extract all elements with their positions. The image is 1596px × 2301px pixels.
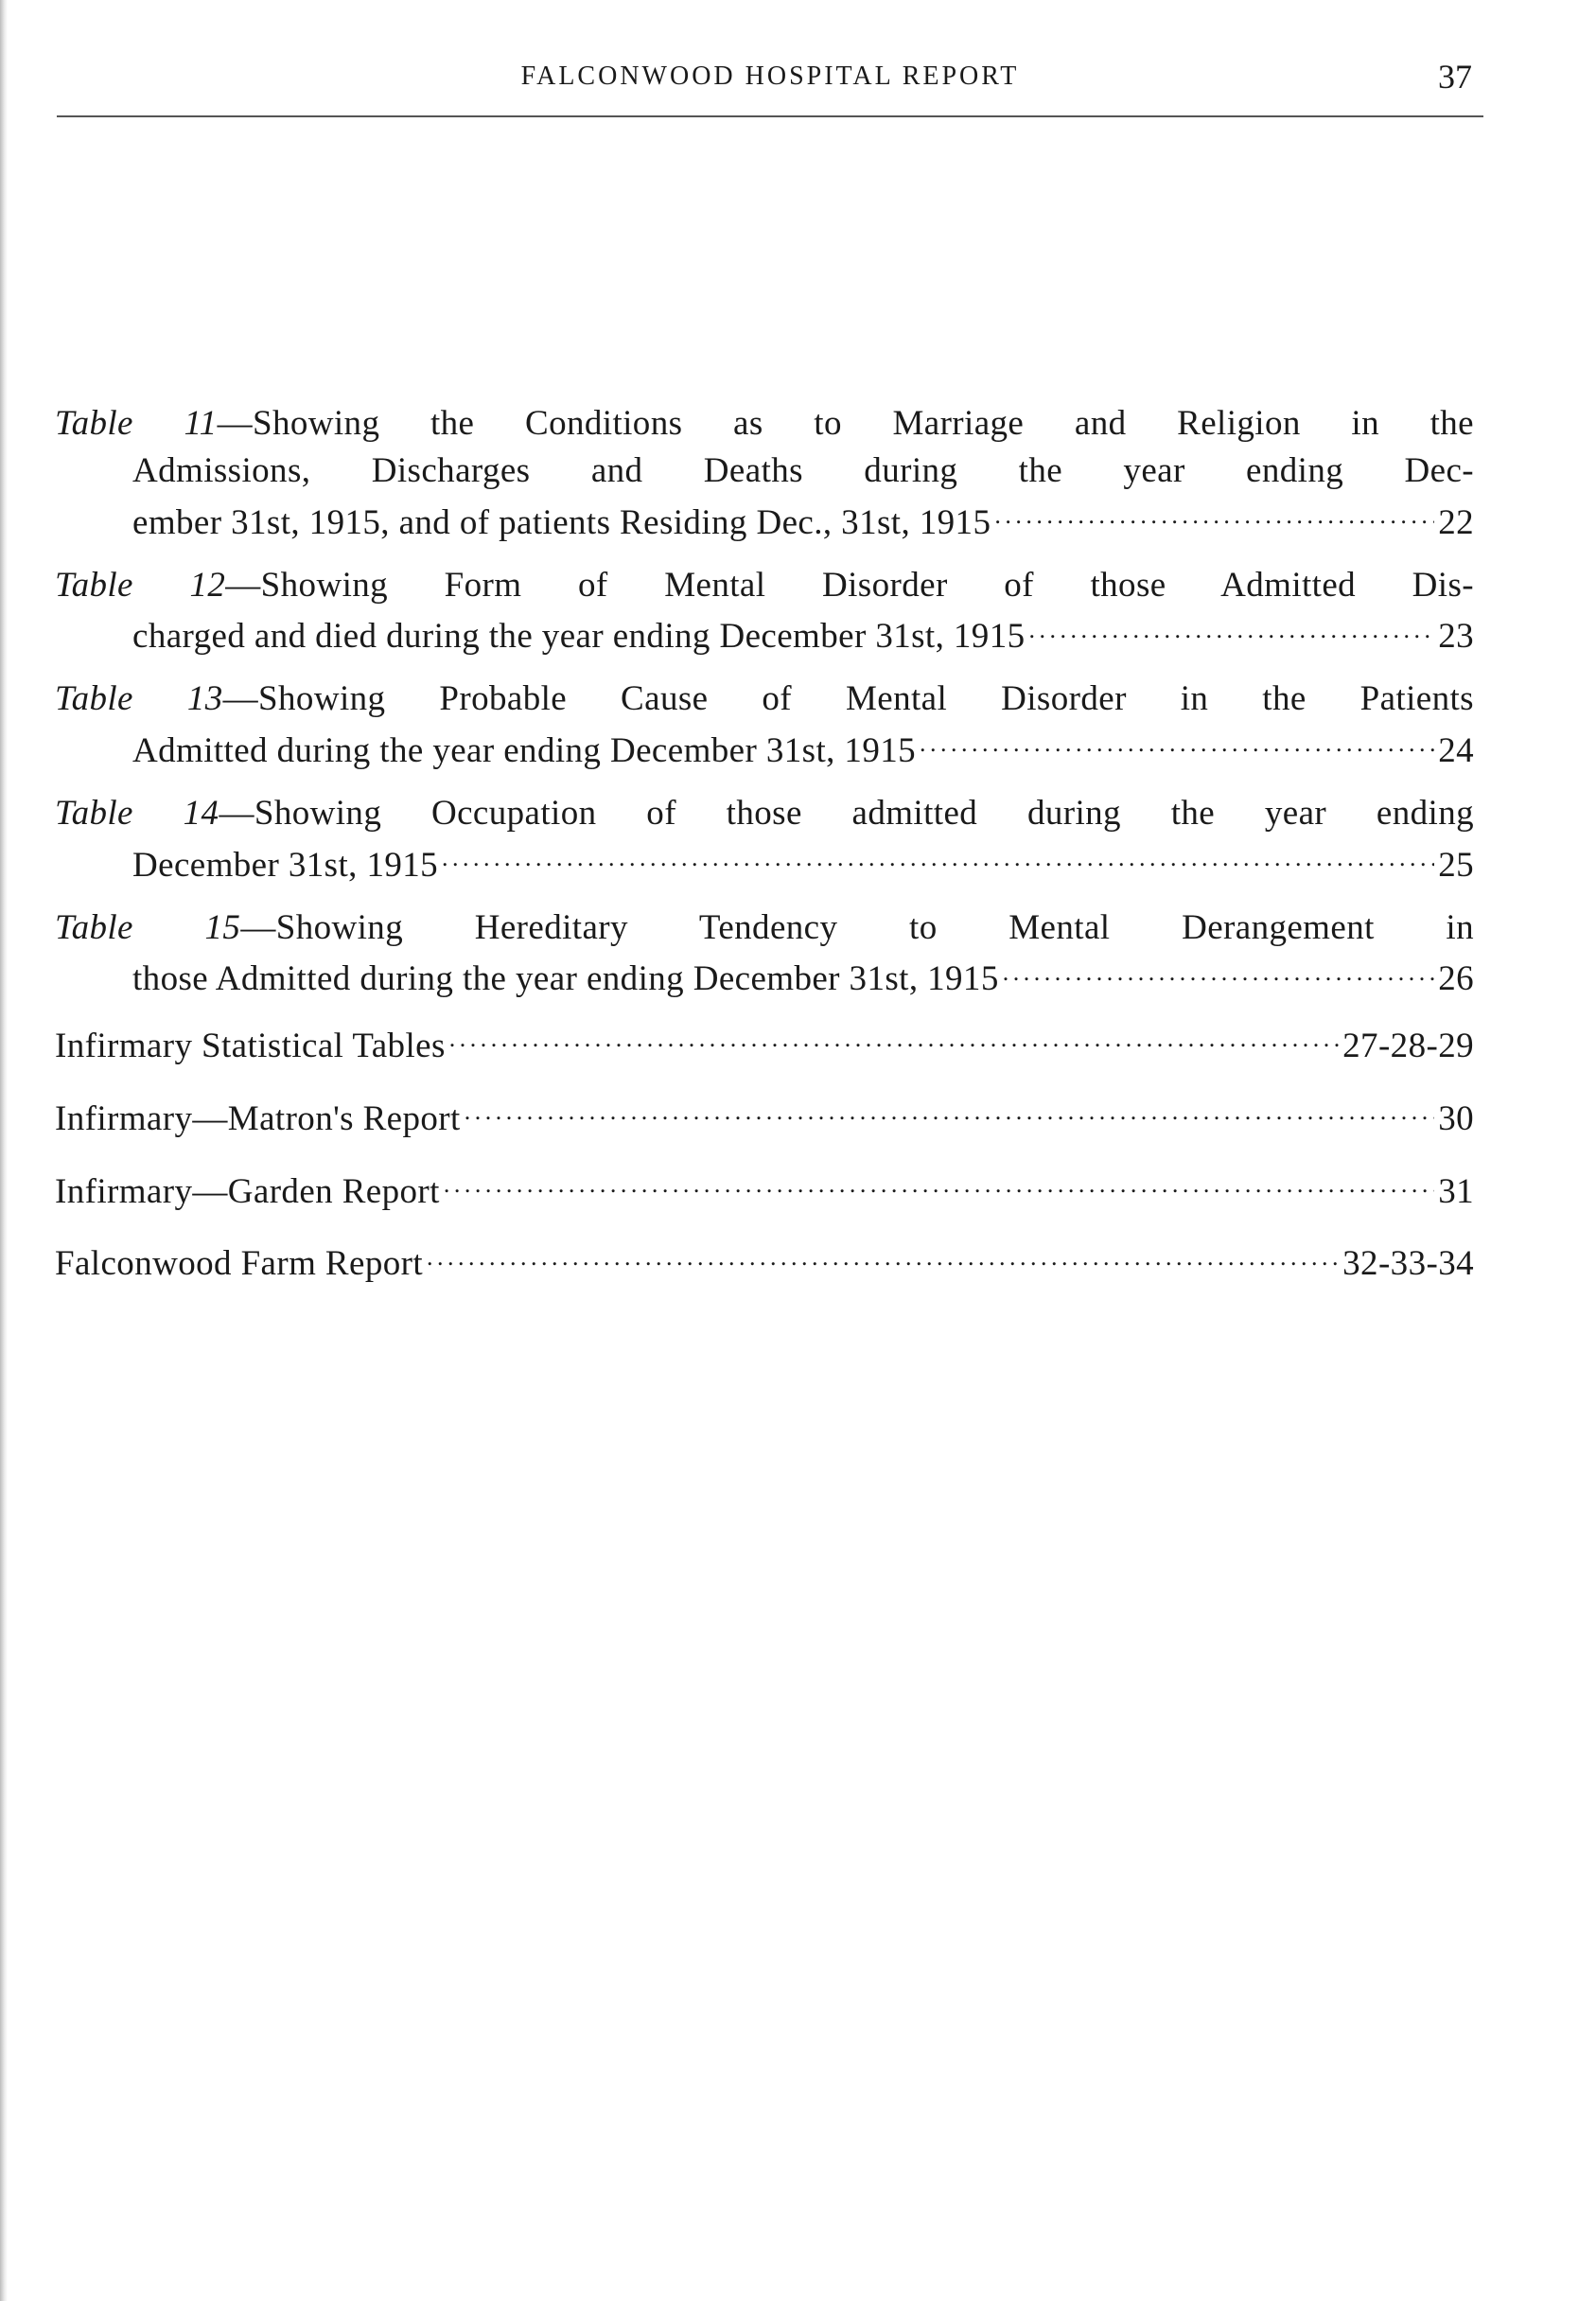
contents-entry-table-15: [55, 905, 1474, 1004]
entry-text: December 31st, 1915: [132, 845, 439, 885]
entry-text: —Showing Probable Cause of Mental Disorder in the Patients: [222, 679, 1474, 719]
entry-text: ember 31st, 1915, and of patients Residing Dec., 31st, 1915: [132, 502, 991, 542]
contents-entry-matrons-report: [55, 1091, 1474, 1143]
entry-line: [55, 952, 1474, 1004]
contents-entry-table-11: [55, 400, 1474, 547]
entry-text: Infirmary Statistical Tables: [55, 1027, 446, 1066]
leader-dots: [465, 1091, 1434, 1130]
entry-page: 27-28-29: [1342, 1027, 1474, 1066]
entry-text: —Showing Hereditary Tendency to Mental Derangement in: [240, 907, 1474, 947]
leader-dots: [1029, 609, 1435, 648]
entry-line: [55, 400, 1474, 448]
running-head-title: FALCONWOOD HOSPITAL REPORT: [520, 61, 1020, 91]
entry-line: [55, 790, 1474, 837]
entry-text: those Admitted during the year ending December 31st, 1915: [132, 959, 999, 999]
page-edge-shadow: [0, 0, 8, 2301]
contents-entry-farm-report: [55, 1237, 1474, 1289]
contents-entry-table-13: [55, 676, 1474, 775]
entry-line: [55, 448, 1474, 495]
entry-label: Table 14: [55, 794, 219, 834]
entry-line: [55, 837, 1474, 889]
entry-line: [55, 562, 1474, 609]
entry-page: 24: [1438, 731, 1474, 771]
entry-line: [55, 1164, 1474, 1216]
entry-page: 23: [1438, 617, 1474, 657]
leader-dots: [994, 495, 1434, 534]
entry-text: Falconwood Farm Report: [55, 1244, 424, 1284]
entry-text: Infirmary—Garden Report: [55, 1171, 440, 1211]
contents-entry-table-14: [55, 790, 1474, 889]
entry-text: Admissions, Discharges and Deaths during the year ending Dec-: [132, 451, 1474, 490]
running-head: [57, 53, 1483, 100]
leader-dots: [1003, 952, 1434, 991]
entry-page: 32-33-34: [1342, 1244, 1474, 1284]
header-rule: [57, 115, 1483, 117]
leader-dots: [442, 837, 1434, 876]
entry-line: [55, 723, 1474, 775]
entry-label: Table 13: [55, 679, 223, 719]
entry-page: 26: [1438, 959, 1474, 999]
entry-label: Table 12: [55, 565, 226, 605]
entry-text: —Showing Form of Mental Disorder of those Admitted Dis-: [225, 565, 1474, 605]
entry-line: [55, 1018, 1474, 1070]
entry-page: 31: [1438, 1171, 1474, 1211]
leader-dots: [444, 1164, 1434, 1203]
entry-line: [55, 495, 1474, 547]
entry-label: Table 15: [55, 907, 241, 947]
entry-line: [55, 905, 1474, 952]
leader-dots: [449, 1018, 1339, 1057]
contents-entry-infirmary-statistical-tables: [55, 1018, 1474, 1070]
entry-text: Infirmary—Matron's Report: [55, 1098, 461, 1138]
entry-page: 30: [1438, 1098, 1474, 1138]
leader-dots: [920, 723, 1434, 762]
entry-text: —Showing the Conditions as to Marriage and Religion in the: [217, 404, 1474, 443]
entry-line: [55, 1091, 1474, 1143]
entry-text: Admitted during the year ending December 31st, 1915: [132, 731, 917, 771]
leader-dots: [427, 1237, 1339, 1275]
entry-line: [55, 609, 1474, 661]
entry-page: 25: [1438, 845, 1474, 885]
entry-line: [55, 1237, 1474, 1289]
contents-entry-garden-report: [55, 1164, 1474, 1216]
page-number: 37: [1438, 58, 1472, 96]
contents-entry-table-12: [55, 562, 1474, 661]
entry-label: Table 11: [55, 404, 218, 443]
entry-text: charged and died during the year ending December 31st, 1915: [132, 617, 1026, 657]
entry-line: [55, 676, 1474, 723]
entry-text: —Showing Occupation of those admitted during the year ending: [219, 794, 1474, 834]
entry-page: 22: [1438, 502, 1474, 542]
contents-list: [55, 400, 1474, 1309]
